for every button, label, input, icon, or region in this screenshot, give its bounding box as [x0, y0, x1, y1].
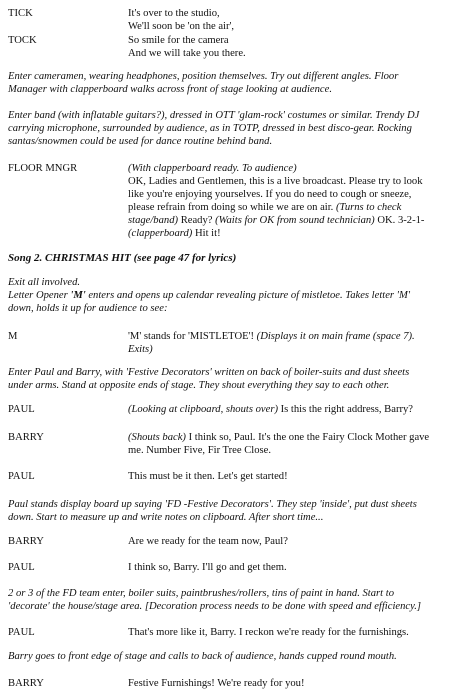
inline-direction: (Shouts back): [128, 432, 186, 443]
direction-line: Paul stands display board up saying 'FD -Festive Decorators'. They step 'inside', put dust sheets: [8, 499, 417, 510]
paul-speech: That's more like it, Barry. I reckon we're ready for the furnishings.: [128, 627, 409, 638]
direction-line: down. Start to measure up and write notes on clipboard. After short time...: [8, 512, 324, 523]
speaker-barry: BARRY: [8, 678, 44, 689]
dialogue-line: [128, 330, 468, 343]
speaker-paul: PAUL: [8, 404, 35, 415]
speaker-barry: BARRY: [8, 432, 44, 443]
direction-line: Enter cameramen, wearing headphones, position themselves. Try out different angles. Floor: [8, 71, 399, 82]
inline-direction: Exits): [128, 344, 153, 355]
verse-line: And we will take you there.: [128, 48, 246, 59]
dialogue-line: like you're enjoying yourselves. If you do need to cough or sneeze,: [128, 189, 412, 200]
speaker-barry: BARRY: [8, 536, 44, 547]
dialogue-text: OK. 3-2-1-: [377, 215, 425, 226]
stage-direction: [8, 276, 466, 315]
tick-verse: [128, 7, 468, 33]
dialogue-text: I think so, Paul. It's the one the Fairy Clock Mother gave: [185, 432, 430, 443]
stage-direction: [8, 498, 466, 524]
paul-speech: [128, 403, 468, 416]
speaker-tock: TOCK: [8, 35, 37, 46]
direction-line: 'decorate' the house/stage area. [Decoration process needs to be done with speed and efficiency.]: [8, 601, 421, 612]
direction-line: [8, 289, 466, 302]
direction-line: Exit all involved.: [8, 277, 81, 288]
stage-direction: Barry goes to front edge of stage and calls to back of audience, hands cupped round mouth.: [8, 651, 397, 662]
direction-line: Enter Paul and Barry, with 'Festive Decorators' written on back of boiler-suits and dust sheets: [8, 367, 410, 378]
dialogue-line: me. Number Five, Fir Tree Close.: [128, 445, 272, 456]
speaker-paul: PAUL: [8, 471, 35, 482]
dialogue-line: [128, 227, 468, 240]
speaker-m: M: [8, 331, 18, 342]
dialogue-line: (With clapperboard ready. To audience): [128, 163, 297, 174]
dialogue-line: [128, 214, 468, 227]
dialogue-text: Ready?: [180, 215, 213, 226]
dialogue-line: [128, 431, 468, 444]
tock-verse: [128, 34, 468, 60]
song-heading: Song 2. CHRISTMAS HIT (see page 47 for lyrics): [8, 252, 237, 264]
inline-direction: (Displays it on main frame (space 7).: [254, 331, 415, 342]
stage-direction: [8, 366, 466, 392]
direction-line: Enter band (with inflatable guitars?), dressed in OTT 'glam-rock' costumes or similar. Trendy DJ: [8, 110, 420, 121]
dialogue-line: OK, Ladies and Gentlemen, this is a live broadcast. Please try to look: [128, 176, 423, 187]
dialogue-line: [128, 403, 468, 416]
speaker-paul: PAUL: [8, 562, 35, 573]
barry-speech: [128, 431, 468, 457]
dialogue-text: 'M' stands for 'MISTLETOE'!: [128, 331, 255, 342]
direction-text: Letter Opener: [8, 290, 71, 301]
stage-direction: [8, 109, 466, 148]
direction-line: down, holds it up for audience to see:: [8, 303, 168, 314]
inline-direction: stage/band): [128, 215, 179, 226]
direction-line: carrying microphone, surrounded by audience, as in TOTP, dressed in best disco-gear. Rocking: [8, 123, 412, 134]
inline-direction: (Waits for OK from sound technician): [215, 215, 375, 226]
inline-direction: (Looking at clipboard, shouts over): [128, 404, 278, 415]
letter-m: 'M': [70, 290, 86, 301]
verse-line: It's over to the studio,: [128, 8, 220, 19]
verse-line: So smile for the camera: [128, 35, 229, 46]
stage-direction: [8, 70, 466, 96]
m-speech: [128, 330, 468, 356]
direction-text: enters and opens up calendar revealing picture of mistletoe. Takes letter 'M': [85, 290, 411, 301]
dialogue-line: [128, 201, 468, 214]
speaker-paul: PAUL: [8, 627, 35, 638]
inline-direction: (Turns to check: [335, 202, 402, 213]
dialogue-text: please refrain from doing so while we are on air.: [128, 202, 334, 213]
direction-line: Manager with clapperboard walks across front of stage looking at audience.: [8, 84, 332, 95]
speaker-floor-manager: FLOOR MNGR: [8, 163, 78, 174]
verse-line: We'll soon be 'on the air',: [128, 21, 235, 32]
paul-speech: I think so, Barry. I'll go and get them.: [128, 562, 287, 573]
speaker-tick: TICK: [8, 8, 33, 19]
floor-manager-speech: [128, 162, 468, 240]
direction-line: santas/snowmen could be used for dance routine behind band.: [8, 136, 273, 147]
barry-speech: Are we ready for the team now, Paul?: [128, 536, 288, 547]
dialogue-text: Is this the right address, Barry?: [277, 404, 414, 415]
inline-direction: (clapperboard): [128, 228, 193, 239]
direction-line: under arms. Stand at opposite ends of stage. They shout everything they say to each other.: [8, 380, 390, 391]
barry-speech: Festive Furnishings! We're ready for you!: [128, 678, 305, 689]
stage-direction: [8, 587, 466, 613]
dialogue-text: Hit it!: [195, 228, 221, 239]
paul-speech: This must be it then. Let's get started!: [128, 471, 288, 482]
direction-line: 2 or 3 of the FD team enter, boiler suits, paintbrushes/rollers, tins of paint in hand. Start to: [8, 588, 394, 599]
